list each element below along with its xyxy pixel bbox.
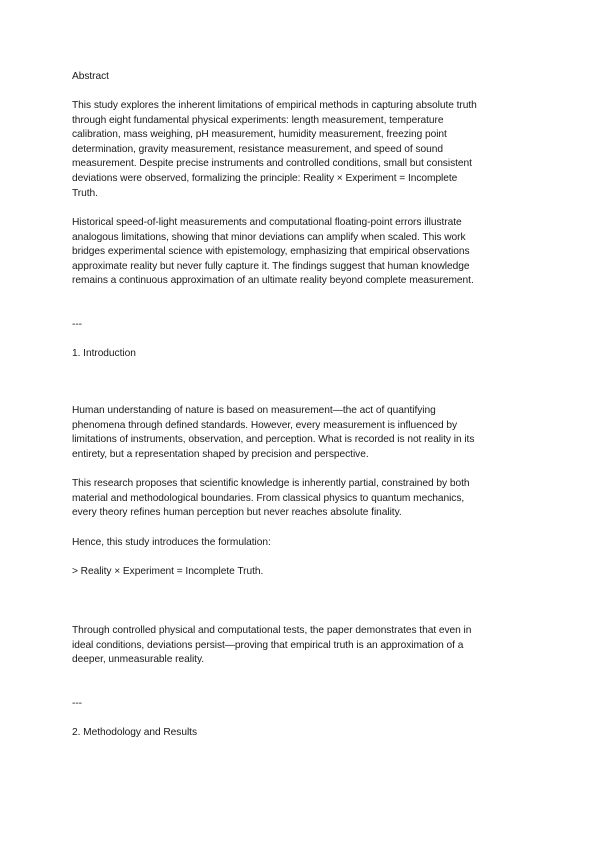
text-line: material and methodological boundaries. From classical physics to quantum mechanics, [72, 492, 465, 504]
introduction-paragraph-1 [72, 404, 524, 462]
text-line: determination, gravity measurement, resistance measurement, and speed of sound [72, 143, 443, 155]
section-separator: --- [72, 319, 83, 330]
abstract-paragraph-1 [72, 99, 524, 201]
abstract-paragraph-2 [72, 216, 524, 289]
section-separator: --- [72, 698, 83, 709]
text-line: Truth. [72, 187, 98, 199]
text-line: deviations were observed, formalizing the principle: Reality × Experiment = Incomplete [72, 172, 458, 184]
introduction-heading: 1. Introduction [72, 348, 136, 359]
text-line: approximate reality but never fully capture it. The findings suggest that human knowledge [72, 260, 470, 272]
text-line: Historical speed-of-light measurements and computational floating-point errors illustrate [72, 217, 462, 228]
methodology-heading: 2. Methodology and Results [72, 727, 197, 738]
text-line: calibration, mass weighing, pH measurement, humidity measurement, freezing point [72, 129, 447, 141]
introduction-paragraph-4 [72, 624, 524, 668]
text-line: Human understanding of nature is based on measurement—the act of quantifying [72, 405, 436, 416]
text-line: analogous limitations, showing that minor deviations can amplify when scaled. This work [72, 231, 466, 243]
introduction-paragraph-2 [72, 477, 524, 521]
text-line: through eight fundamental physical experiments: length measurement, temperature [72, 114, 444, 126]
formulation-quote: > Reality × Experiment = Incomplete Truth. [72, 566, 264, 577]
text-line: ideal conditions, deviations persist—proving that empirical truth is an approximation of a [72, 639, 464, 651]
abstract-heading: Abstract [72, 71, 109, 82]
text-line: bridges experimental science with epistemology, emphasizing that empirical observations [72, 246, 470, 258]
text-line: limitations of instruments, observation, and perception. What is recorded is not reality in its [72, 434, 475, 446]
text-line: Through controlled physical and computational tests, the paper demonstrates that even in [72, 625, 472, 636]
text-line: every theory refines human perception but never reaches absolute finality. [72, 507, 402, 519]
text-line: deeper, unmeasurable reality. [72, 654, 205, 666]
text-line: measurement. Despite precise instruments and controlled conditions, small but consistent [72, 158, 472, 170]
text-line: This research proposes that scientific knowledge is inherently partial, constrained by both [72, 478, 470, 489]
text-line: phenomena through defined standards. However, every measurement is influenced by [72, 419, 458, 431]
introduction-paragraph-3: Hence, this study introduces the formulation: [72, 537, 271, 548]
text-line: entirety, but a representation shaped by precision and perspective. [72, 448, 369, 460]
text-line: remains a continuous approximation of an ultimate reality beyond complete measurement. [72, 275, 474, 287]
text-line: This study explores the inherent limitations of empirical methods in capturing absolute truth [72, 100, 477, 111]
